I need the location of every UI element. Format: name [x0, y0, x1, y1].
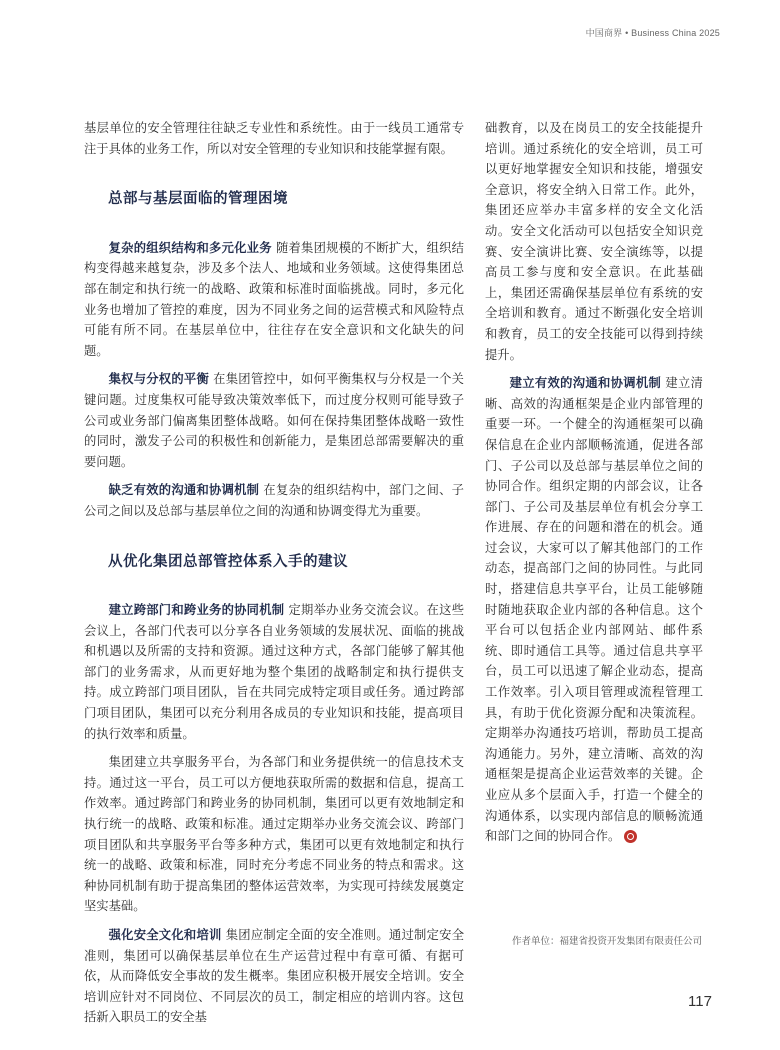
paragraph	[485, 373, 703, 847]
paragraph-lead: 强化安全文化和培训	[108, 928, 222, 942]
section-heading: 从优化集团总部管控体系入手的建议	[108, 553, 348, 570]
paragraph	[84, 600, 464, 744]
paragraph-body: 随着集团规模的不断扩大，组织结构变得越来越复杂，涉及多个法人、地域和业务领域。这使得集团总部在制定和执行统一的战略、政策和标准时面临挑战。同时，多元化业务也增加了管控的难度，因为不同业务之间的运营模式和风险特点可能有所不同。在基层单位中，往往存在安全意识和文化缺失的问题。	[84, 240, 464, 358]
paragraph	[84, 369, 464, 472]
right-column	[485, 118, 703, 855]
author-affiliation: 作者单位：福建省投资开发集团有限责任公司	[512, 936, 703, 947]
paragraph-body: 定期举办业务交流会议。在这些会议上，各部门代表可以分享各自业务领域的发展状况、面临的挑战和机遇以及所需的支持和资源。通过这种方式，各部门能够了解其他部门的业务需求，从而更好地为整个集团的战略制定和执行提供支持。成立跨部门项目团队，旨在共同完成特定项目或任务。通过跨部门项目团队，集团可以充分利用各成员的专业知识和技能，提高项目的执行效率和质量。	[84, 603, 464, 741]
paragraph-body: 在集团管控中，如何平衡集权与分权是一个关键问题。过度集权可能导致决策效率低下，而过度分权则可能导致子公司或业务部门偏离集团整体战略。如何在保持集团整体战略一致性的同时，激发子公司的积极性和创新能力，是集团总部需要解决的重要问题。	[84, 372, 464, 469]
paragraph	[84, 480, 464, 521]
paragraph: 基层单位的安全管理往往缺乏专业性和系统性。由于一线员工通常专注于具体的业务工作，所以对安全管理的专业知识和技能掌握有限。	[84, 121, 464, 156]
paragraph: 础教育，以及在岗员工的安全技能提升培训。通过系统化的安全培训，员工可以更好地掌握安全知识和技能，增强安全意识，将安全纳入日常工作。此外，集团还应举办丰富多样的安全文化活动。安全文化活动可以包括安全知识竞赛、安全演讲比赛、安全演练等，以提高员工参与度和安全意识。在此基础上，集团还需确保基层单位有系统的安全培训和教育。通过不断强化安全培训和教育，员工的安全技能可以得到持续提升。	[485, 121, 703, 362]
running-header: 中国商界 • Business China 2025	[585, 28, 720, 38]
paragraph-body: 集团应制定全面的安全准则。通过制定安全准则，集团可以确保基层单位在生产运营过程中有章可循、有据可依，从而降低安全事故的发生概率。集团应积极开展安全培训。安全培训应针对不同岗位、不同层次的员工，制定相应的培训内容。这包括新入职员工的安全基	[84, 928, 464, 1025]
paragraph-lead: 建立跨部门和跨业务的协同机制	[108, 603, 285, 618]
section-heading: 总部与基层面临的管理困境	[108, 191, 288, 208]
page-number: 117	[688, 993, 712, 1010]
paragraph-lead: 复杂的组织结构和多元化业务	[108, 240, 272, 255]
paragraph-lead: 集权与分权的平衡	[108, 372, 210, 387]
paragraph-body: 建立清晰、高效的沟通框架是企业内部管理的重要一环。一个健全的沟通框架可以确保信息在企业内部顺畅流通，促进各部门、子公司以及总部与基层单位之间的协同合作。组织定期的内部会议，让各部门、子公司及基层单位有机会分享工作进展、存在的问题和潜在的机会。通过会议，大家可以了解其他部门的工作动态，提高部门之间的协同性。与此同时，搭建信息共享平台，让员工能够随时随地获取企业内部的各种信息。这个平台可以包括企业内部网站、邮件系统、即时通信工具等。通过信息共享平台，员工可以迅速了解企业动态，提高工作效率。引入项目管理或流程管理工具，有助于优化资源分配和决策流程。定期举办沟通技巧培训，帮助员工提高沟通能力。另外，建立清晰、高效的沟通框架是提高企业运营效率的关键。企业应从多个层面入手，打造一个健全的沟通体系，以实现内部信息的顺畅流通和部门之间的协同合作。	[485, 376, 703, 844]
paragraph	[84, 925, 464, 1028]
paragraph-body: 在复杂的组织结构中，部门之间、子公司之间以及总部与基层单位之间的沟通和协调变得尤为重要。	[84, 483, 464, 518]
left-column	[84, 118, 464, 1036]
paragraph	[84, 238, 464, 362]
paragraph-lead: 建立有效的沟通和协调机制	[509, 376, 662, 391]
end-mark-icon	[624, 830, 637, 843]
paragraph-lead: 缺乏有效的沟通和协调机制	[108, 483, 260, 498]
paragraph: 集团建立共享服务平台，为各部门和业务提供统一的信息技术支持。通过这一平台，员工可以方便地获取所需的数据和信息，提高工作效率。通过跨部门和跨业务的协同机制，集团可以更有效地制定和执行统一的战略、政策和标准。通过定期举办业务交流会议、跨部门项目团队和共享服务平台等多种方式，集团可以更有效地制定和执行统一的战略、政策和标准，同时充分考虑不同业务的特点和需求。这种协同机制有助于提高集团的整体运营效率，为实现可持续发展奠定坚实基础。	[84, 755, 464, 914]
